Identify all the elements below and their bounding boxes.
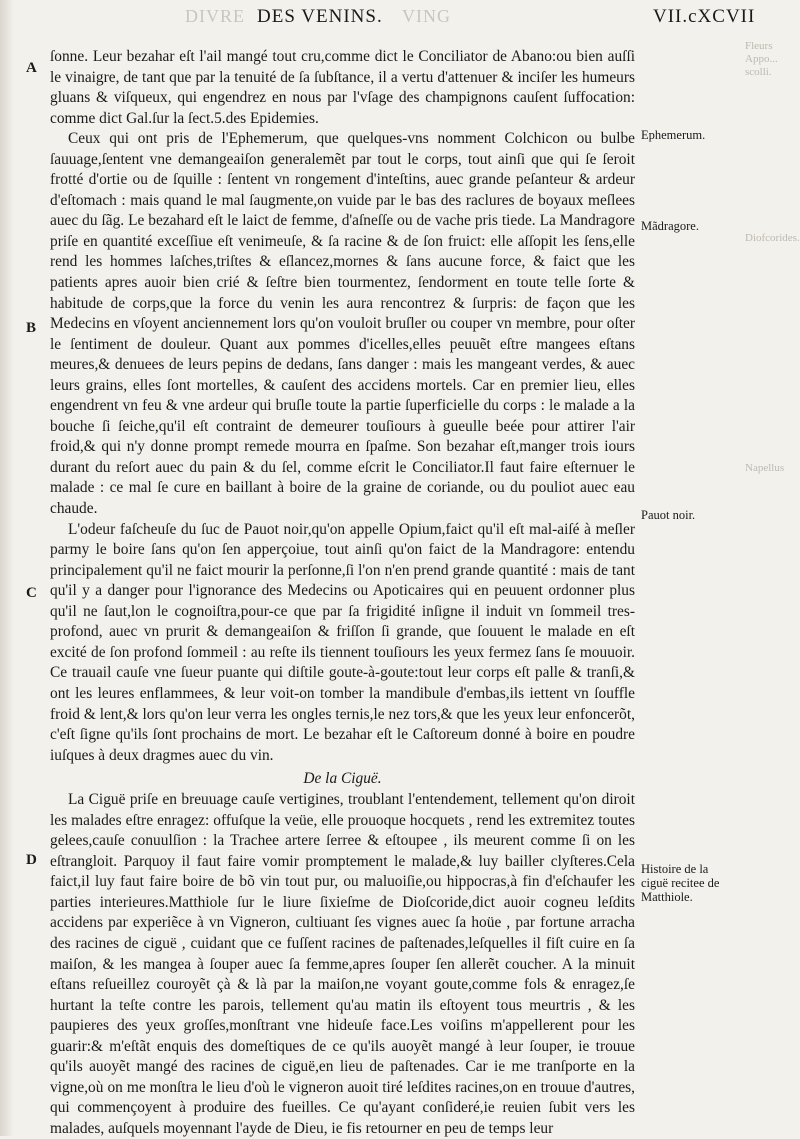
paragraph-1: ſonne. Leur bezahar eſt l'ail mangé tout cru,comme dict le Conciliator de Abano:ou bien auſſi le vinaigre, de tant que par la tenuité de ſa ſubſtance, il a vertu d'attenuer & inciſer les humeurs gluans & viſqueux, qui engendrez en nous par l'vſage des champignons cauſent ſuffocation: comme dict Gal.ſur la ſect.5.des Epidemies. — [50, 48, 635, 127]
paragraph-3: L'odeur faſcheuſe du ſuc de Pauot noir,qu'on appelle Opium,faict qu'il eſt mal-aiſé à meſler parmy le boire ſans qu'on ſen apperçoiue, tout ainſi qu'on faict de la Mandragore: entendu principalement qu'il ne faict mourir la perſonne,ſi l'on n'en prend grande quantité : mais de tant qu'il y a danger pour l'ignorance des Medecins ou Apoticaires qui en peuuent ordonner plus qu'il ne ſaut,lon le cognoiſtra,pour-ce que par ſa frigidité inſigne il induit vn ſommeil tres-profond, auec vn prurit & demangeaiſon & friſſon ſi grande, que ſouuent le malade en eſt excité de ſon profond ſommeil : au reſte ils tiennent touſiours les yeux fermez ſans ſe mouuoir. Ce trauail cauſe vne ſueur puante qui diſtile goute-à-goute:tout leur corps eſt palle & tranſi,& ont les leures enflammees, & leur voit-on tomber la mandibule d'embas,ils iettent vn ſouffle froid & lent,& lors qu'on leur verra les ongles ternis,le nez tors,& que les yeux leur enfoncerõt, c'eſt ſigne qu'ils ſont prochains de mort. Le bezahar eſt le Caſtoreum donné à boire en poudre iuſques à deux dragmes auec du vin. — [50, 520, 635, 764]
margin-note-histoire: Histoire de la ciguë recitee de Matthiole. — [641, 862, 720, 904]
body-text — [50, 47, 635, 1139]
binding-shadow — [0, 0, 14, 1136]
paragraph-4: La Ciguë priſe en breuuage cauſe vertigines, troublant l'entendement, tellement qu'on diroit les malades eſtre enragez: offuſque la veüe, elle prouoque hocquets , rend les extremitez toutes gelees,cauſe conuulſion : la Trachee artere ſerree & eſtoupee , ils meurent comme ſi on les eſtrangloit. Parquoy il faut faire vomir promptement le malade,& luy bailler clyſteres.Cela faict,il luy faut faire boire de bõ vin tout pur, ou maluoiſie,ou hippocras,à fin d'eſchaufer les parties interieures.Matthiole ſur le liure ſixieſme de Dioſcoride,dict auoir cogneu leſdits accidens par experiẽce à vn Vigneron, cultiuant ſes vignes auec ſa hoüe , par fortune arracha des racines de ciguë , cuidant que ce fuſſent racines de paſtenades,leſquelles il fiſt cuire en ſa maiſon, & les mangea à ſouper auec ſa femme,apres ſouper ſen allerẽt coucher. A la minuit eſtans reſueillez couroyẽt çà & là par la maiſon,ne voyant goute,comme fols & enragez,ſe hurtant la teſte contre les parois, tellement qu'au matin ils eſtoyent tous meurtris , & les paupieres des yeux groſſes,monſtrant vne hideuſe face.Les voiſins m'appellerent pour les guarir:& m'eſtãt enquis des domeſtiques de ce qu'ils auoyẽt mangé à leur ſouper, ie trouue qu'ils auoyẽt mangé des racines de ciguë,en lieu de paſtenades. Car ie me tranſporte en la vigne,où on me monſtra le lieu d'où le vigneron auoit tiré leſdites racines,on en trouue d'autres, qui commençoyent à produire des fueilles. Ce qu'ayant conſideré,ie reuien ſubit vers les malades, auſquels moyennant l'ayde de Dieu, ie fis retourner en peu de temps leur — [50, 791, 635, 1137]
show-through-edge-top: Fleurs Appo... scolli. — [745, 40, 778, 78]
section-letter-b: B — [26, 320, 37, 336]
running-title: DES VENINS. — [257, 6, 383, 27]
section-letter-a: A — [26, 60, 37, 76]
section-title-cigue: De la Ciguë. — [303, 770, 382, 788]
show-through-text-left: DIVRE — [185, 6, 245, 26]
margin-note-ephemerum: Ephemerum. — [641, 128, 706, 142]
margin-note-pavot: Pauot noir. — [641, 508, 696, 522]
show-through-edge-middle: Diofcorides. — [745, 232, 800, 244]
margin-note-mandragore: Mãdragore. — [641, 219, 699, 233]
paragraph-2: Ceux qui ont pris de l'Ephemerum, que quelques-vns nomment Colchicon ou bulbe ſauuage,ſentent vne demangeaiſon generalemẽt par tout le corps, tout ainſi que qui ſe ſeroit frotté d'ortie ou de ſquille : ſentent vn rongement d'inteſtins, auec grande peſanteur & ardeur d'eſtomach : mais quand le mal ſaugmente,on vuide par le bas des raclures de boyaux meſlees auec du ſãg. Le bezahard eſt le laict de femme, d'aſneſſe ou de vache pris tiede. La Mandragore priſe en quantité exceſſiue eſt venimeuſe, & ſa racine & de ſon fruict: elle aſſopit les ſens,elle rend les hommes laſches,triſtes & eſlancez,mornes & ſans aucune force, & faict que les patients apres auoir bien crié & ſeſtre bien tourmentez, ſendorment en toute telle ſorte & habitude de corps,que la force du venin les aura rencontrez & ſurpris: de façon que les Medecins en vſoyent anciennement lors qu'on vouloit bruſler ou couper vn membre, pour oſter le ſentiment de douleur. Quant aux pommes d'icelles,elles peuuẽt eſtre mangees eſtans meures,& denuees de leurs pepins de dedans, ſans danger : mais les mangeant verdes, & auec leurs grains, elles ſont mortelles, & cauſent des accidens mortels. Car en premier lieu, elles engendrent vn feu & vne ardeur qui bruſle toute la partie ſuperficielle du corps : le malade a la bouche ſi ſeiche,qu'il eſt contraint de demeurer touſiours à gueulle beée pour attirer l'air froid,& qui n'y donne prompt remede mourra en ſpaſme. Son bezahar eſt,manger trois iours durant du reſort auec du pain & du ſel, comme eſcrit le Conciliator.Il faut faire eſternuer le malade : ce mal ſe cure en baillant à boire de la graine de coriande, ou du pouliot auec eau chaude. — [50, 130, 635, 518]
section-letter-d: D — [26, 852, 37, 868]
show-through-text-right: VING — [402, 6, 451, 26]
show-through-edge-lower: Napellus — [745, 462, 785, 474]
section-letter-c: C — [26, 585, 37, 601]
running-head — [0, 4, 800, 30]
page-folio: VII.cXCVII — [653, 6, 756, 27]
